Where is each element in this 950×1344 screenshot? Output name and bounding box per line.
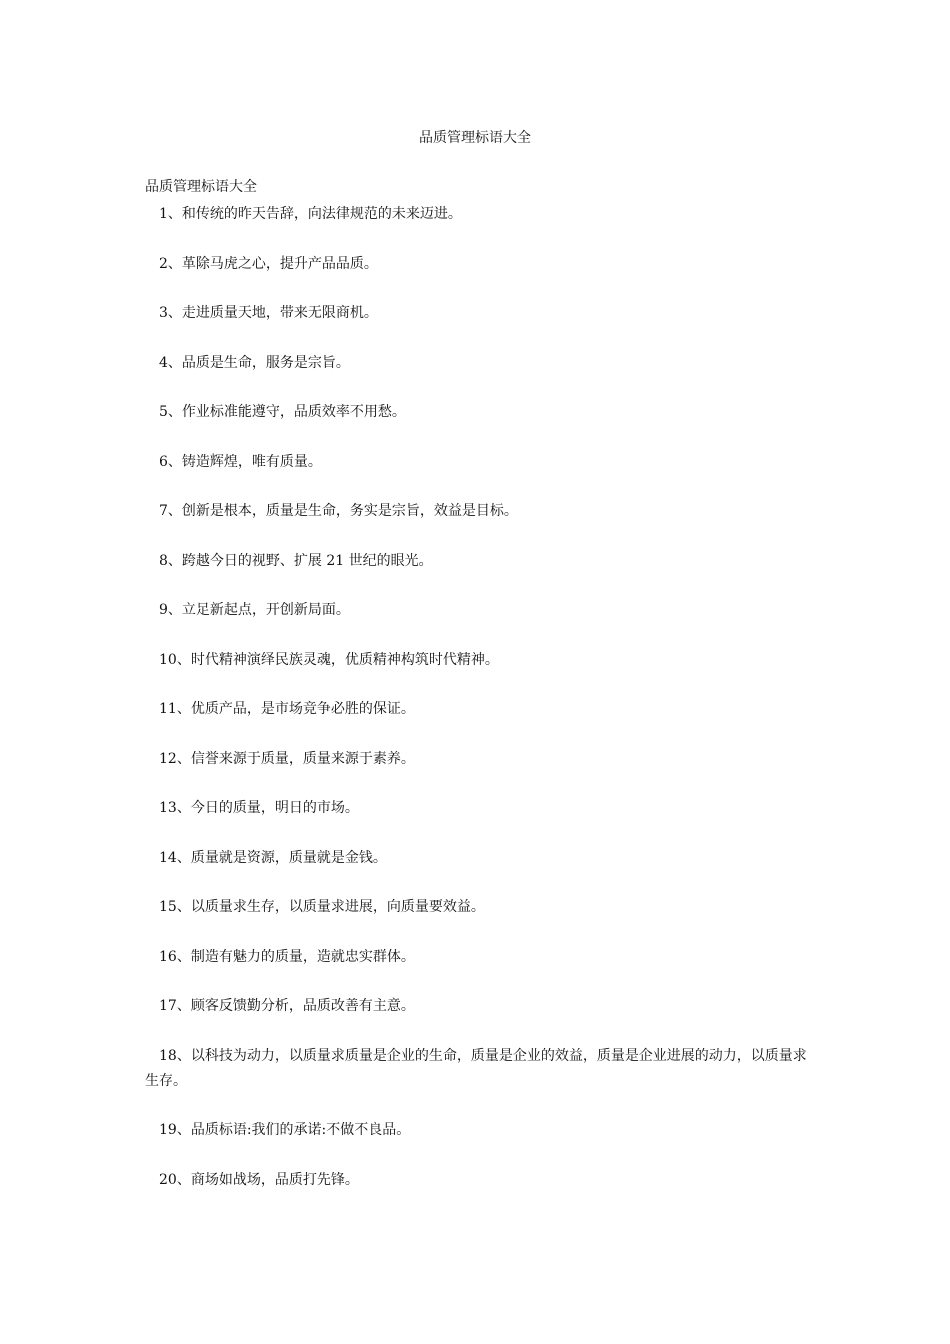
slogan-item: 11、优质产品，是市场竞争必胜的保证。	[159, 701, 415, 717]
slogan-item: 8、跨越今日的视野、扩展 21 世纪的眼光。	[159, 552, 433, 569]
slogan-item: 6、铸造辉煌，唯有质量。	[159, 453, 322, 470]
slogan-item: 16、制造有魅力的质量，造就忠实群体。	[159, 948, 415, 965]
slogan-item: 4、品质是生命，服务是宗旨。	[159, 354, 350, 371]
slogan-item: 5、作业标准能遵守，品质效率不用愁。	[159, 404, 406, 420]
slogan-item: 3、走进质量天地，带来无限商机。	[159, 305, 378, 321]
slogan-item: 13、今日的质量，明日的市场。	[159, 800, 359, 816]
slogan-item: 1、和传统的昨天告辞，向法律规范的未来迈进。	[159, 206, 462, 222]
slogan-item: 7、创新是根本，质量是生命，务实是宗旨，效益是目标。	[159, 503, 518, 519]
slogan-item: 9、立足新起点，开创新局面。	[159, 602, 350, 618]
slogan-item: 10、时代精神演绎民族灵魂，优质精神构筑时代精神。	[159, 651, 499, 668]
slogan-item: 15、以质量求生存，以质量求进展，向质量要效益。	[159, 899, 485, 915]
slogan-item: 18、以科技为动力，以质量求质量是企业的生命，质量是企业的效益，质量是企业进展的动力，以质量求生存。	[145, 1047, 807, 1089]
slogan-item: 2、革除马虎之心，提升产品品质。	[159, 255, 378, 272]
slogan-item: 14、质量就是资源，质量就是金钱。	[159, 849, 387, 866]
slogan-item: 12、信誉来源于质量，质量来源于素养。	[159, 750, 415, 767]
document-title: 品质管理标语大全	[419, 130, 531, 146]
slogan-item: 17、顾客反馈勤分析，品质改善有主意。	[159, 998, 415, 1014]
slogan-item: 20、商场如战场，品质打先锋。	[159, 1171, 359, 1188]
document-subtitle: 品质管理标语大全	[145, 179, 257, 195]
slogan-item: 19、品质标语:我们的承诺:不做不良品。	[159, 1122, 411, 1138]
slogan-list	[145, 202, 810, 1217]
